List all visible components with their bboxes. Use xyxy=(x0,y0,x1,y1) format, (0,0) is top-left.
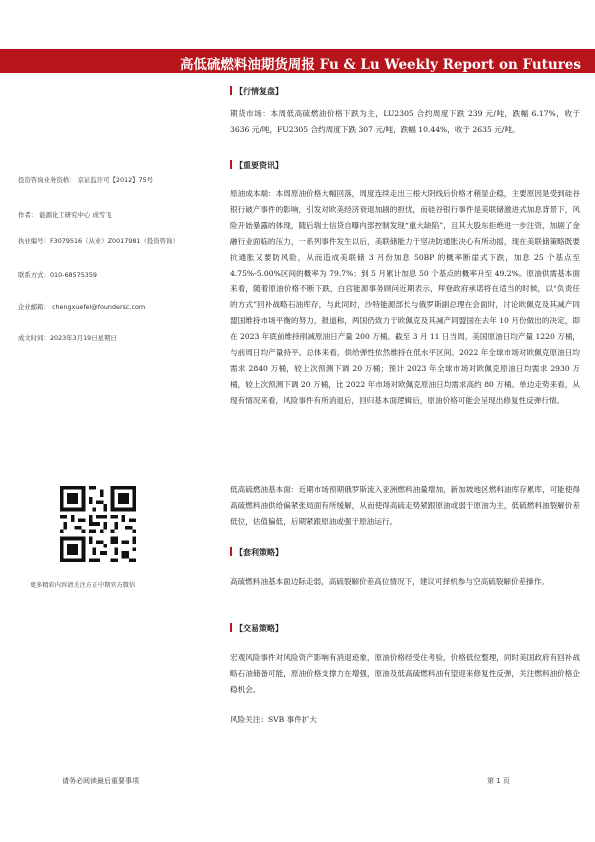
heading-marker-icon xyxy=(230,160,232,169)
publish-date-text: 成文时间：2023年3月19日星期日 xyxy=(18,334,117,342)
heading-marker-icon xyxy=(230,547,232,556)
section-heading-market-review xyxy=(230,86,283,97)
heading-label: 【交易策略】 xyxy=(235,623,283,633)
heading-label: 【重要资讯】 xyxy=(235,160,283,170)
qr-caption: 更多精彩内容请关注方正中期官方微信 xyxy=(30,582,136,589)
license-number-text: 执业编号：F3079516（从业）Z0017981（投资咨询） xyxy=(18,237,179,245)
risk-notice-text: 风险关注：SVB 事件扩大 xyxy=(230,715,318,724)
contact-phone-text: 联系方式：010-68575359 xyxy=(18,271,97,279)
arbitrage-paragraph: 高硫燃料油基本面边际走弱，高硫裂解价差高位情况下，建议可择机参与空高硫裂解价差操作。 xyxy=(230,577,549,586)
contact-email-link[interactable]: 企业邮箱： chengxuefei@foundersc.com xyxy=(18,303,146,311)
heading-label: 【套利策略】 xyxy=(235,547,283,557)
fuel-oil-fundamentals-paragraph: 低高硫燃油基本面：近期市场预期俄罗斯流入亚洲燃料油量增加，新加坡地区燃料油库存累库，可能使得高硫燃料油供给偏紧张局面有所缓解，从而使得高硫走势紧跟原油或弱于原油为主，低硫燃料油裂解价差低位，估值偏低，后期紧跟原油或强于原油运行。 xyxy=(230,485,580,526)
section-heading-trading xyxy=(230,623,283,634)
qualification-text: 投资咨询业务资格： 京证监许可【2012】75号 xyxy=(18,176,154,184)
heading-marker-icon xyxy=(230,623,232,632)
heading-marker-icon xyxy=(230,86,232,95)
footer-disclaimer-notice: 请务必阅读最后重要事项 xyxy=(62,777,139,785)
section-heading-news xyxy=(230,160,283,171)
crude-oil-paragraph: 原油成本端：本周原油价格大幅回落，周度连续走出三根大阴线后价格才稍显企稳，主要原因是受到硅谷银行破产事件的影响，引发对欧美经济衰退加剧的担忧，而硅谷银行事件是美联储激进式加息背景下，风险开始暴露的体现，随后瑞士信贷自曝内部控制发现“重大缺陷”，且其大股东拒绝进一步注资，加剧了金融行业面临的压力，一系列事件发生以后，美联储能力于坚决防通胀决心有所动摇，现在美联储策略既要抗通胀又要防风险，从而造成美联储 3 月份加息 50BP 的概率断崖式下跌，加息 25 个基点至 4.75%-5.00%区间的概率为 79.7%；到 5 月累计加息 50 个基点的概率升至 49.2%。原油供需基本面来看，随着原油价格不断下跌，白宫能源事务顾问近期表示，拜登政府承诺将在适当的时候，以“负责任的方式”回补战略石油库存，与此同时，沙特能源部长与俄罗斯副总理在会面时，讨论欧佩克及其减产同盟国维持市场平衡的努力，报道称，两国仍致力于欧佩克及其减产同盟国在去年 10 月份做出的决定，即在 2023 年底前维持削减原油日产量 200 万桶。截至 3 月 11 日当周，美国原油日均产量 1220 万桶，与前周日均产量持平。总体来看，供给弹性依然维持在低水平区间。2022 年全球市场对欧佩克原油日均需求 2840 万桶，较上次预测下调 20 万桶；预计 2023 年全球市场对欧佩克原油日均需求 2930 万桶，较上次预测下调 20 万桶，比 2022 年市场对欧佩克原油日均需求高约 80 万桶。单边走势来看，从现有情况来看，风险事件有所消退后，回归基本面逻辑后，原油价格可能会呈现出修复性反弹行情。 xyxy=(230,189,580,405)
page-number: 第 1 页 xyxy=(487,777,510,785)
trading-strategy-paragraph: 宏观风险事件对风险资产影响有消退迹象，原油价格经受住考验，价格低位整理，同时美国政府有回补战略石油储备可能，原油价格支撑力在增强，原油及低高硫燃料油有望迎来修复性反弹，关注燃料油价格企稳机会。 xyxy=(230,653,580,694)
section-heading-arbitrage xyxy=(230,547,283,558)
report-title: 高低硫燃料油期货周报 Fu & Lu Weekly Report on Futures xyxy=(179,57,581,73)
wechat-qr-code-icon xyxy=(60,486,136,562)
market-review-paragraph: 期货市场：本周低高硫燃油价格下跌为主，LU2305 合约周度下跌 239 元/吨，跌幅 6.17%，收于 3636 元/吨，FU2305 合约周度下跌 307 元/吨，跌幅 10.44%，收于 2635 元/吨。 xyxy=(230,109,580,134)
heading-label: 【行情复盘】 xyxy=(235,86,283,96)
author-text: 作者： 能源化工研究中心 成雪飞 xyxy=(18,211,112,219)
